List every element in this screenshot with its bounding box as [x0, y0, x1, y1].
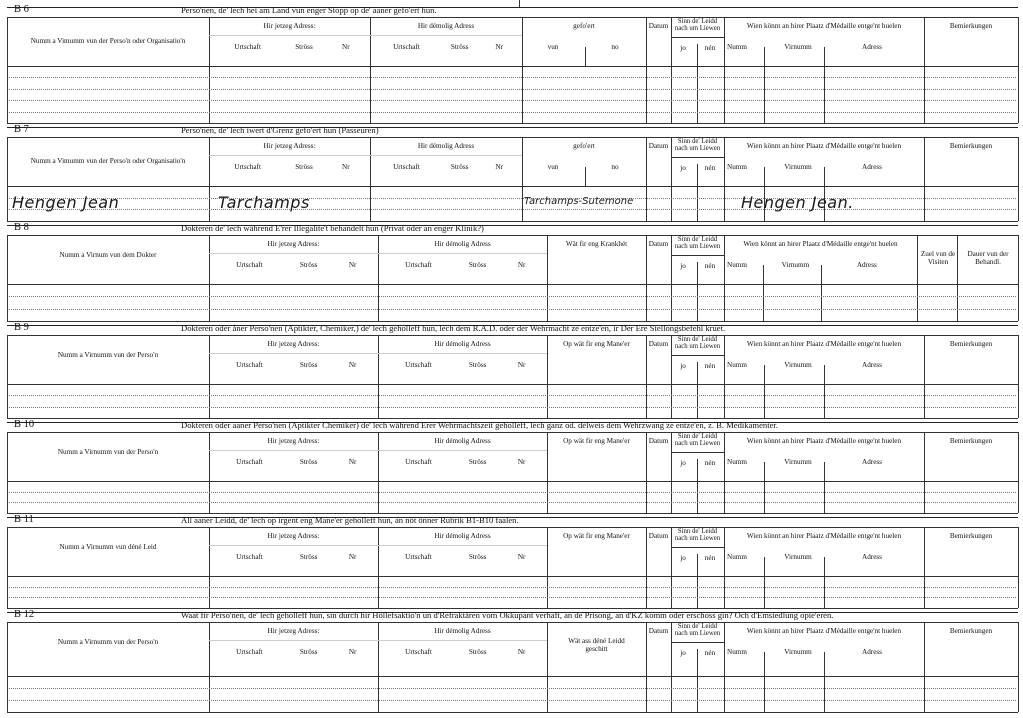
no-header: nén — [704, 362, 716, 370]
alive-subheader-rule — [671, 452, 724, 453]
number-header: Nr — [342, 43, 350, 51]
column-divider — [724, 527, 725, 608]
name-column-header: Numm a Vimumm vun der Perso'n oder Organisatio'n — [30, 157, 186, 165]
header-top-rule — [7, 432, 1018, 433]
number-header: Nr — [517, 261, 526, 269]
column-divider — [378, 622, 379, 712]
street-header: Ströss — [299, 458, 318, 466]
right-border — [1018, 527, 1019, 608]
column-divider — [209, 622, 210, 712]
town-header: Urtschaft — [236, 458, 263, 466]
address-subheader-rule — [209, 640, 547, 641]
date-header: Datum — [648, 627, 669, 635]
section-bottom-rule — [7, 712, 1018, 713]
town-header: Urtschaft — [393, 43, 420, 51]
medal-subdivider — [764, 365, 765, 418]
former-address-header: Hir démolig Adress — [417, 22, 475, 30]
medal-firstname-header: Virnumm — [781, 261, 810, 269]
column-divider — [209, 17, 210, 123]
name-column-header: Numm a Vimumm vun der Perso'n oder Organisatio'n — [30, 37, 186, 45]
left-border — [7, 17, 8, 123]
header-top-rule — [7, 527, 1018, 528]
former-address-header: Hir démolig Adress — [434, 532, 491, 540]
header-bottom-rule — [7, 284, 1018, 285]
method-header: Op wät fir eng Mane'er — [563, 437, 630, 445]
no-header: nén — [704, 164, 716, 172]
right-border — [1018, 335, 1019, 418]
alive-header: Sinn de' Leidd nach um Liewen — [674, 623, 721, 638]
date-header: Datum — [648, 240, 669, 248]
column-divider — [522, 17, 523, 123]
handwritten-name: Hengen Jean — [12, 193, 120, 212]
right-border — [1018, 622, 1019, 712]
writing-line — [9, 296, 1016, 297]
alive-subheader-rule — [671, 547, 724, 548]
number-header: Nr — [517, 553, 526, 561]
alive-header: Sinn de' Leidd nach um Liewen — [674, 433, 721, 448]
town-header: Urtschaft — [405, 361, 432, 369]
header-top-rule — [7, 235, 1018, 236]
alive-subheader-rule — [671, 642, 724, 643]
left-border — [7, 527, 8, 608]
street-header: Ströss — [468, 458, 487, 466]
method-header: Op wät fir eng Mane'er — [563, 532, 630, 540]
medal-address-header: Adress — [862, 43, 882, 51]
section-bottom-rule — [7, 321, 1018, 322]
former-address-header: Hir démolig Adress — [434, 240, 491, 248]
right-border — [1018, 17, 1019, 123]
remarks-header: Bemierkungen — [949, 437, 993, 445]
medal-header: Wien könnt an hirer Plaatz d'Médaille entge'nt huelen — [746, 532, 902, 540]
medal-header: Wien könnt an hirer Plaatz d'Médaille entge'nt huelen — [746, 142, 902, 150]
from-to-divider — [585, 47, 586, 66]
yes-header: jo — [680, 44, 686, 52]
section-title: Dokteren oder åner Perso'nen (Aptikter, Chemiker,) de' lech geholleff hun, lech dem R.A.D. oder der Wehrmacht ze entze'en, ir Der Ere Stellongsbefehl kruet. — [181, 323, 726, 333]
name-column-header: Numm a Virnumm vun der Perso'n — [57, 638, 159, 646]
current-address-header: Hir jetzeg Adress: — [263, 22, 316, 30]
number-header: Nr — [348, 458, 357, 466]
address-subheader-rule — [209, 450, 547, 451]
street-header: Ströss — [468, 261, 487, 269]
medal-subdivider — [821, 265, 822, 321]
column-divider — [724, 335, 725, 418]
name-column-header: Numm a Virnumm vun déné Leid — [59, 543, 157, 551]
alive-subheader-rule — [671, 255, 724, 256]
alive-subheader-rule — [671, 355, 724, 356]
town-header: Urtschaft — [405, 648, 432, 656]
current-address-header: Hir jetzeg Adress: — [267, 627, 320, 635]
street-header: Ströss — [299, 261, 318, 269]
number-header: Nr — [517, 361, 526, 369]
former-address-header: Hir démolig Adress — [434, 340, 491, 348]
column-divider — [370, 17, 371, 123]
remarks-header: Bemierkungen — [949, 532, 993, 540]
header-top-rule — [7, 622, 1018, 623]
yes-header: jo — [680, 262, 686, 270]
alive-subheader-rule — [671, 157, 724, 158]
alive-header: Sinn de' Leidd nach um Liewen — [674, 236, 721, 251]
section-title: Perso'nen, de' lech iwert d'Grenz gefo'ert hun (Passeuren) — [181, 125, 379, 135]
column-divider — [378, 432, 379, 513]
happened-header: Wät ass déné Leidd geschitt — [568, 637, 625, 654]
date-header: Datum — [648, 142, 669, 150]
address-subheader-rule — [209, 253, 547, 254]
medal-header: Wien könnt an hirer Plaatz d'Médaille entge'nt huelen — [746, 22, 902, 30]
section-b11 — [7, 514, 1018, 609]
section-id: B 11 — [14, 514, 34, 525]
writing-line — [9, 209, 1016, 210]
right-border — [1018, 235, 1019, 321]
former-address-header: Hir démolig Adress — [434, 627, 491, 635]
town-header: Urtschaft — [393, 163, 420, 171]
from-to-divider — [585, 167, 586, 186]
town-header: Urtschaft — [405, 458, 432, 466]
alive-header: Sinn de' Leidd nach um Liewen — [674, 138, 721, 153]
section-title: Dokteren oder aaner Perso'nen (Aptikter Chemiker) de' lech während Erer Wehrmachtszeit geholleff, lech ganz od. délweis dem Wehrzwang ze entze'en, z. B. Medikamenter. — [181, 420, 778, 430]
medal-address-header: Adress — [862, 458, 882, 466]
section-b10 — [7, 419, 1018, 514]
header-bottom-rule — [7, 676, 1018, 677]
section-bottom-rule — [7, 221, 1018, 222]
number-header: Nr — [348, 648, 357, 656]
current-address-header: Hir jetzeg Adress: — [267, 532, 320, 540]
writing-line — [9, 492, 1016, 493]
street-header: Ströss — [468, 553, 487, 561]
writing-line — [9, 700, 1016, 701]
column-divider — [378, 527, 379, 608]
section-id: B 10 — [14, 419, 35, 430]
remarks-header: Bemierkungen — [949, 340, 993, 348]
to-header: no — [611, 43, 619, 51]
header-bottom-rule — [7, 186, 1018, 187]
writing-line — [9, 587, 1016, 588]
remarks-header: Bemierkungen — [949, 627, 993, 635]
section-bottom-rule — [7, 123, 1018, 124]
medal-address-header: Adress — [862, 553, 882, 561]
writing-line — [9, 407, 1016, 408]
medal-firstname-header: Virnumm — [784, 163, 812, 171]
header-bottom-rule — [7, 576, 1018, 577]
address-subheader-rule — [209, 155, 522, 156]
column-divider — [209, 335, 210, 418]
section-bottom-rule — [7, 513, 1018, 514]
column-divider — [924, 17, 925, 123]
column-divider — [209, 432, 210, 513]
medal-subdivider — [764, 652, 765, 712]
medal-subdivider — [764, 557, 765, 608]
medal-header: Wien könnt an hirer Plaatz d'Médaille entge'nt huelen — [746, 340, 902, 348]
no-header: nén — [704, 554, 716, 562]
transported-header: gefo'ert — [573, 22, 595, 30]
section-id: B 7 — [14, 124, 29, 135]
number-header: Nr — [342, 163, 350, 171]
number-header: Nr — [348, 361, 357, 369]
column-divider — [646, 17, 647, 123]
alive-header: Sinn de' Leidd nach um Liewen — [674, 336, 721, 351]
medal-name-header: Numm — [727, 163, 747, 171]
no-header: nén — [704, 459, 716, 467]
street-header: Ströss — [450, 163, 469, 171]
street-header: Ströss — [299, 648, 318, 656]
column-divider — [724, 17, 725, 123]
town-header: Urtschaft — [236, 553, 263, 561]
from-header: vun — [547, 163, 559, 171]
remarks-header: Bemierkungen — [949, 142, 993, 150]
town-header: Urtschaft — [234, 43, 261, 51]
name-column-header: Numm a Virnumm vun der Perso'n — [57, 351, 159, 359]
yes-no-divider — [697, 262, 698, 321]
header-bottom-rule — [7, 481, 1018, 482]
medal-subdivider — [824, 652, 825, 712]
address-subheader-rule — [209, 353, 547, 354]
yes-header: jo — [680, 459, 686, 467]
medal-header: Wien könnt an hirer Plaatz d'Médaille entge'nt huelen — [743, 240, 898, 248]
column-divider — [924, 432, 925, 513]
medal-subdivider — [763, 265, 764, 321]
date-header: Datum — [648, 437, 669, 445]
medal-header: Wien könnt an hirer Plaatz d'Médaille entge'nt huelen — [746, 627, 902, 635]
column-divider — [378, 335, 379, 418]
former-address-header: Hir démolig Adress — [417, 142, 475, 150]
left-border — [7, 137, 8, 221]
top-tick — [519, 0, 520, 7]
medal-address-header: Adress — [856, 261, 877, 269]
left-border — [7, 622, 8, 712]
current-address-header: Hir jetzeg Adress: — [267, 340, 320, 348]
street-header: Ströss — [295, 43, 313, 51]
no-header: nén — [704, 262, 716, 270]
medal-name-header: Numm — [727, 43, 747, 51]
visits-header: Zuel vun de Visiten — [920, 250, 956, 267]
medal-subdivider — [764, 462, 765, 513]
header-top-rule — [7, 335, 1018, 336]
medal-name-header: Numm — [727, 361, 747, 369]
header-top-rule — [7, 17, 1018, 18]
date-header: Datum — [648, 532, 669, 540]
town-header: Urtschaft — [236, 648, 263, 656]
column-divider — [924, 622, 925, 712]
writing-line — [9, 77, 1016, 78]
section-bottom-rule — [7, 418, 1018, 419]
medal-header: Wien könnt an hirer Plaatz d'Médaille entge'nt huelen — [746, 437, 902, 445]
street-header: Ströss — [299, 361, 318, 369]
name-column-header: Numm a Virnumm vun der Perso'n — [57, 448, 159, 456]
section-title: Waat fir Perso'nen, de' lech geholleff hun, sin durch hir Höllefsaktio'n un d'Refraktären vom Okkupant verhaft, an de Prisong, an d'KZ komm oder erschoss gin? Och d'Emsiedlung opie'eren. — [181, 610, 834, 620]
left-border — [7, 432, 8, 513]
yes-no-divider — [697, 362, 698, 418]
remarks-header: Bemierkungen — [949, 22, 993, 30]
number-header: Nr — [495, 163, 503, 171]
column-divider — [547, 622, 548, 712]
medal-subdivider — [824, 462, 825, 513]
section-bottom-rule — [7, 608, 1018, 609]
right-border — [1018, 432, 1019, 513]
medal-address-header: Adress — [862, 361, 882, 369]
section-title: All aaner Leidd, de' lech op irgent eng Mane'er geholleff hun, an nöt önner Rubrik B1-B10 faalen. — [181, 515, 519, 525]
section-id: B 12 — [14, 609, 35, 620]
medal-subdivider — [824, 365, 825, 418]
writing-line — [9, 198, 1016, 199]
number-header: Nr — [348, 261, 357, 269]
number-header: Nr — [348, 553, 357, 561]
medal-firstname-header: Virnumm — [784, 43, 812, 51]
street-header: Ströss — [295, 163, 313, 171]
medal-name-header: Numm — [727, 458, 747, 466]
yes-header: jo — [680, 164, 686, 172]
yes-header: jo — [680, 554, 686, 562]
town-header: Urtschaft — [234, 163, 261, 171]
medal-address-header: Adress — [862, 648, 882, 656]
town-header: Urtschaft — [236, 361, 263, 369]
left-border — [7, 235, 8, 321]
header-bottom-rule — [7, 66, 1018, 67]
current-address-header: Hir jetzeg Adress: — [263, 142, 316, 150]
street-header: Ströss — [299, 553, 318, 561]
right-border — [1018, 137, 1019, 221]
alive-subheader-rule — [671, 37, 724, 38]
street-header: Ströss — [468, 361, 487, 369]
yes-no-divider — [697, 459, 698, 513]
street-header: Ströss — [450, 43, 469, 51]
writing-line — [9, 309, 1016, 310]
alive-header: Sinn de' Leidd nach um Liewen — [674, 528, 721, 543]
method-header: Op wät fir eng Mane'er — [563, 340, 630, 348]
writing-line — [9, 502, 1016, 503]
header-top-rule — [7, 137, 1018, 138]
handwritten-medal-name: Hengen Jean. — [741, 193, 854, 212]
street-header: Ströss — [468, 648, 487, 656]
duration-header: Dauer vun der Behandl. — [967, 250, 1009, 267]
medal-address-header: Adress — [862, 163, 882, 171]
header-bottom-rule — [7, 384, 1018, 385]
column-divider — [924, 527, 925, 608]
section-title: Dokteren de' lech während E'rer Illegalite't behandelt hun (Privat oder an enger Klinik?) — [181, 223, 484, 233]
medal-firstname-header: Virnumm — [784, 553, 812, 561]
medal-name-header: Numm — [727, 261, 747, 269]
town-header: Urtschaft — [405, 553, 432, 561]
number-header: Nr — [495, 43, 503, 51]
from-header: vun — [547, 43, 559, 51]
medal-firstname-header: Virnumm — [784, 458, 812, 466]
former-address-header: Hir démolig Adress — [434, 437, 491, 445]
no-header: nén — [704, 44, 716, 52]
column-divider — [671, 17, 672, 123]
number-header: Nr — [517, 648, 526, 656]
column-divider — [924, 335, 925, 418]
date-header: Datum — [648, 340, 669, 348]
town-header: Urtschaft — [236, 261, 263, 269]
address-subheader-rule — [209, 545, 547, 546]
handwritten-town: Tarchamps — [218, 193, 310, 212]
alive-header: Sinn de' Leidd nach um Liewen — [674, 18, 721, 33]
writing-line — [9, 597, 1016, 598]
to-header: no — [611, 163, 619, 171]
yes-header: jo — [680, 649, 686, 657]
medal-firstname-header: Virnumm — [784, 648, 812, 656]
number-header: Nr — [517, 458, 526, 466]
address-subheader-rule — [209, 35, 522, 36]
yes-no-divider — [697, 649, 698, 712]
name-column-header: Numm a Virnum vun dem Dokter — [59, 251, 157, 259]
yes-header: jo — [680, 362, 686, 370]
date-header: Datum — [648, 22, 669, 30]
column-divider — [724, 622, 725, 712]
section-title: Perso'nen, de' lech hei am Land vun enger Stopp op de' aaner gefo'ert hun. — [181, 5, 437, 15]
yes-no-divider — [697, 164, 698, 221]
transported-header: gefo'ert — [573, 142, 595, 150]
method-header: Wät fir eng Krankhét — [565, 240, 628, 248]
writing-line — [9, 688, 1016, 689]
column-divider — [724, 432, 725, 513]
column-divider — [646, 622, 647, 712]
current-address-header: Hir jetzeg Adress: — [267, 437, 320, 445]
section-id: B 6 — [14, 4, 29, 15]
medal-subdivider — [824, 557, 825, 608]
current-address-header: Hir jetzeg Adress: — [267, 240, 320, 248]
column-divider — [209, 527, 210, 608]
left-border — [7, 335, 8, 418]
writing-line — [9, 100, 1016, 101]
yes-no-divider — [697, 554, 698, 608]
writing-line — [9, 89, 1016, 90]
town-header: Urtschaft — [405, 261, 432, 269]
writing-line — [9, 112, 1016, 113]
medal-name-header: Numm — [727, 648, 747, 656]
medal-firstname-header: Virnumm — [784, 361, 812, 369]
writing-line — [9, 395, 1016, 396]
no-header: nén — [704, 649, 716, 657]
section-id: B 8 — [14, 222, 29, 233]
medal-name-header: Numm — [727, 553, 747, 561]
handwritten-route: Tarchamps-Sutemone — [524, 196, 634, 207]
column-divider — [671, 622, 672, 712]
section-id: B 9 — [14, 322, 29, 333]
